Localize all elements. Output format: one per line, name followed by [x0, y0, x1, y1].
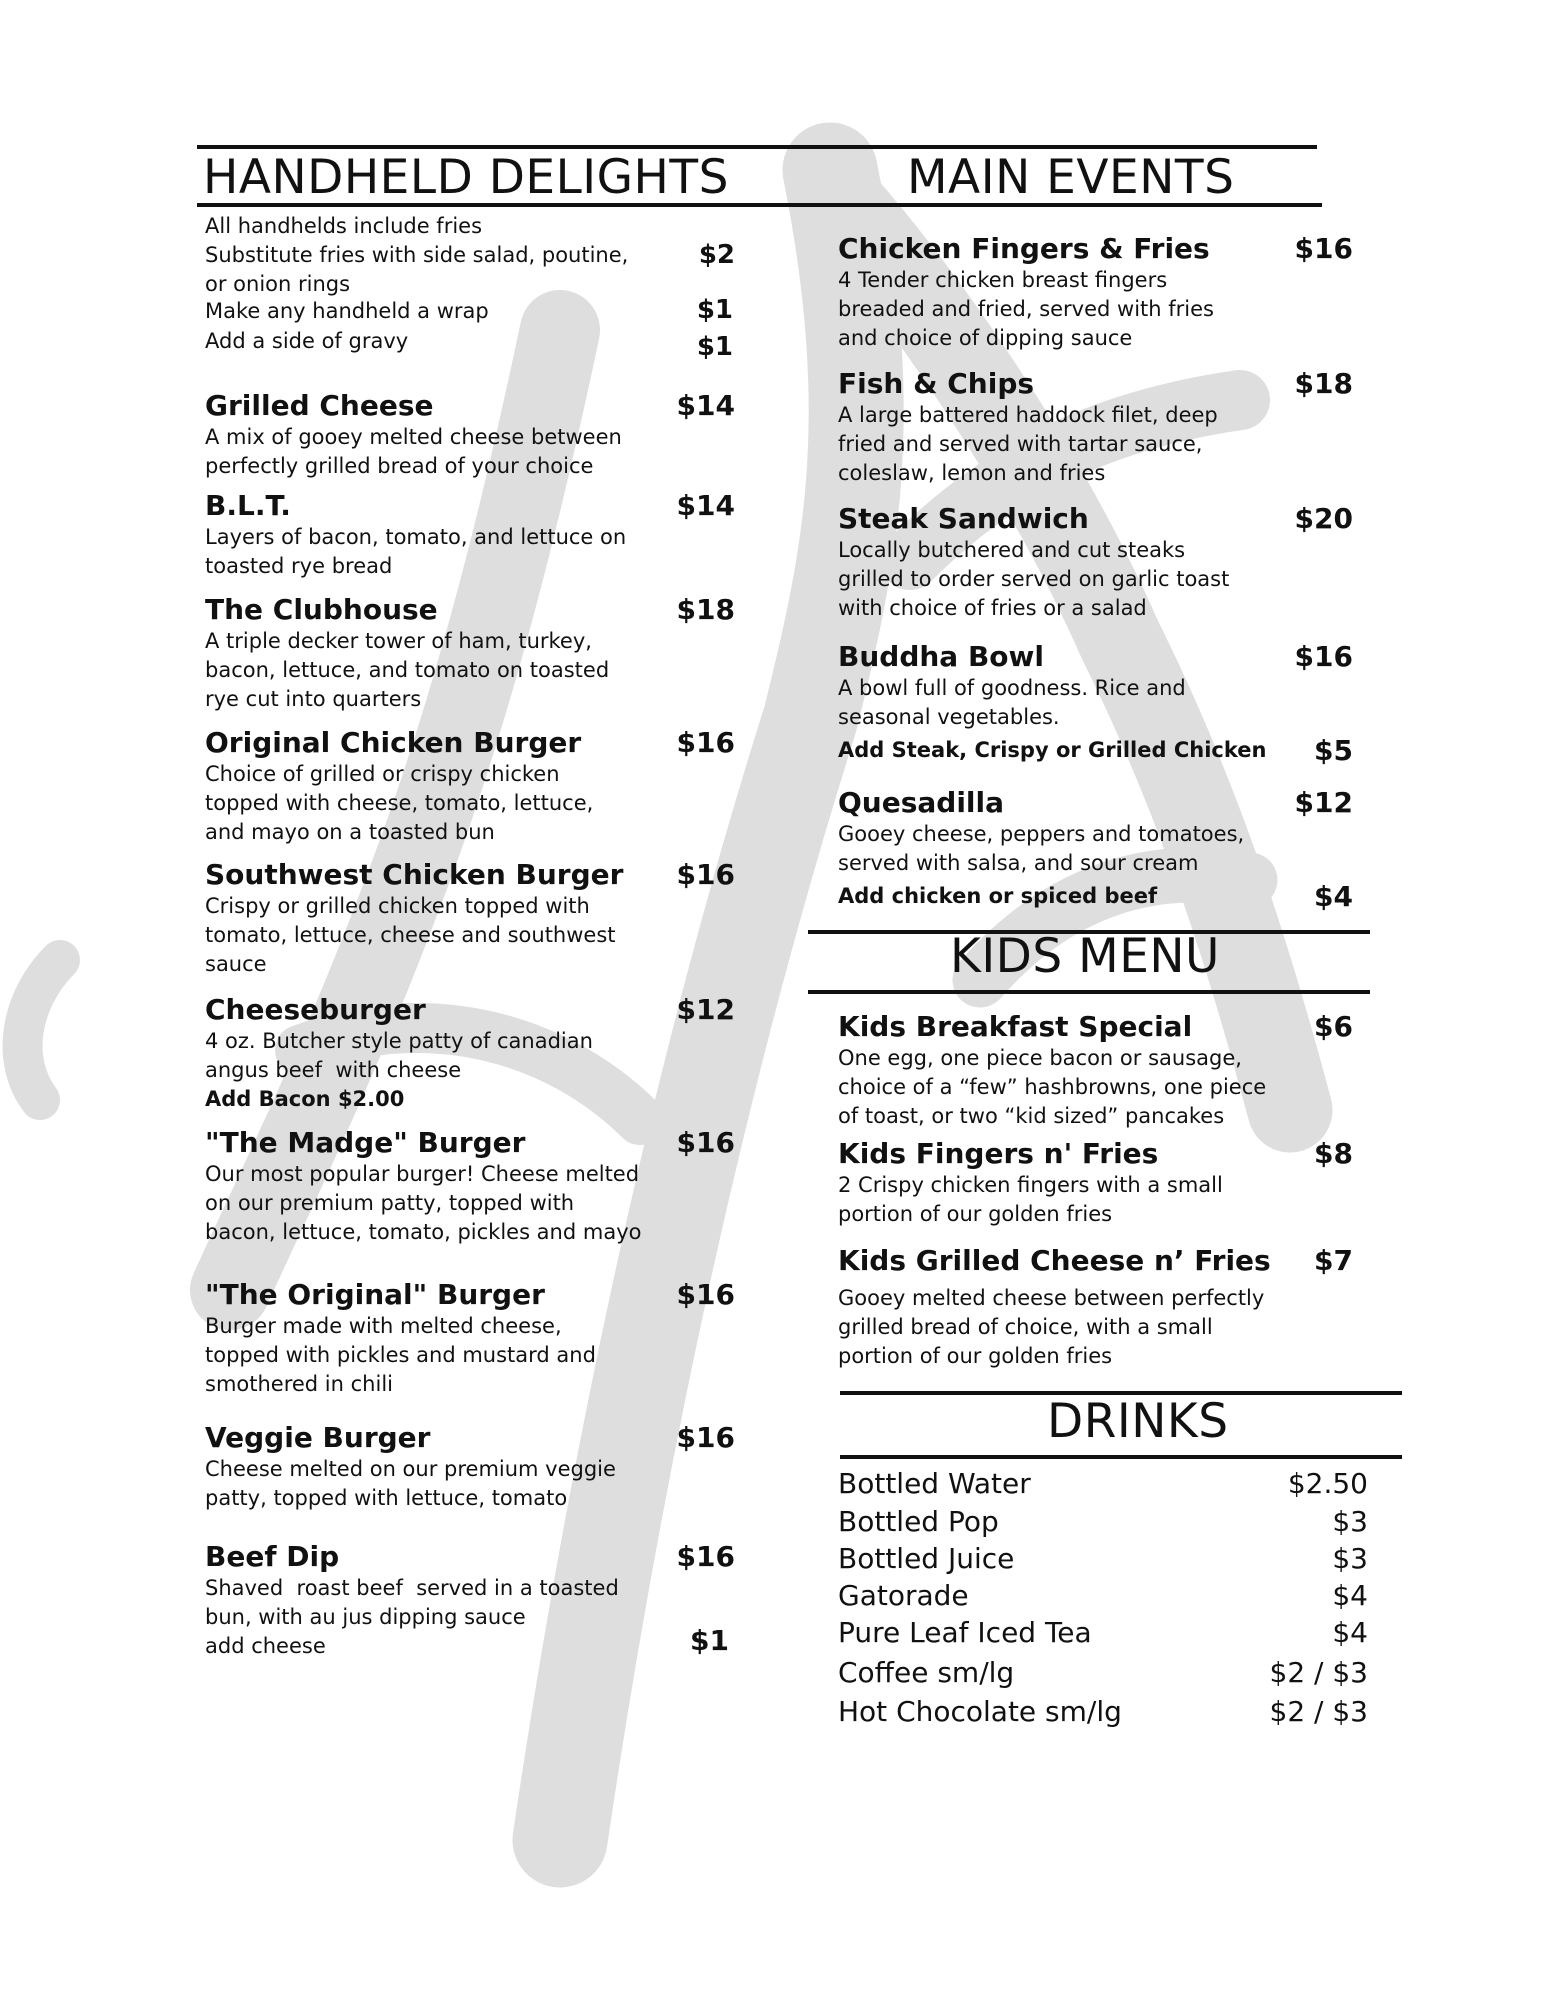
item-description: 4 Tender chicken breast fingers breaded and fried, served with fries and choice of dipping sauce: [838, 268, 1214, 350]
handheld-column: [205, 0, 740, 1700]
drink-name: Pure Leaf Iced Tea: [838, 1616, 1092, 1649]
menu-item-beef-dip: [205, 1540, 740, 1661]
item-price: $16: [1294, 232, 1353, 265]
item-price: $16: [1294, 640, 1353, 673]
menu-item-the-clubhouse: [205, 593, 740, 714]
item-price: $16: [676, 1278, 735, 1311]
item-price: $18: [1294, 367, 1353, 400]
item-price: $12: [1294, 786, 1353, 819]
item-description: Choice of grilled or crispy chicken topped with cheese, tomato, lettuce, and mayo on a toasted bun: [205, 762, 594, 844]
menu-item-the-original-burger: [205, 1278, 740, 1399]
item-description: Gooey melted cheese between perfectly grilled bread of choice, with a small portion of our golden fries: [838, 1286, 1265, 1368]
item-price: $18: [676, 593, 735, 626]
item-name: Quesadilla: [838, 786, 1005, 819]
note-price: $1: [696, 332, 733, 362]
handheld-note-substitute: [205, 241, 740, 299]
item-price: $16: [676, 858, 735, 891]
menu-item-the-madge-burger: [205, 1126, 740, 1247]
item-description: Gooey cheese, peppers and tomatoes, served with salsa, and sour cream: [838, 822, 1245, 875]
note-text: Substitute fries with side salad, poutine, or onion rings: [205, 243, 629, 296]
item-price: $14: [676, 489, 735, 522]
item-name: Kids Fingers n' Fries: [838, 1137, 1159, 1170]
item-price: $14: [676, 389, 735, 422]
item-description: One egg, one piece bacon or sausage, choice of a “few” hashbrowns, one piece of toast, or two “kid sized” pancakes: [838, 1046, 1267, 1128]
item-price: $16: [676, 1126, 735, 1159]
handheld-note-gravy: Add a side of gravy: [205, 329, 409, 353]
drink-name: Bottled Pop: [838, 1505, 999, 1538]
item-name: Beef Dip: [205, 1540, 340, 1573]
item-price: $16: [676, 726, 735, 759]
menu-item-original-chicken-burger: [205, 726, 740, 847]
drink-price: $4: [1332, 1579, 1368, 1612]
item-description: A mix of gooey melted cheese between perfectly grilled bread of your choice: [205, 425, 622, 478]
drink-name: Bottled Juice: [838, 1542, 1015, 1575]
drink-price: $3: [1332, 1505, 1368, 1538]
item-addon: Add Bacon $2.00: [205, 1087, 405, 1111]
item-description: A large battered haddock filet, deep fried and served with tartar sauce, coleslaw, lemon and fries: [838, 403, 1218, 485]
item-name: Veggie Burger: [205, 1421, 431, 1454]
item-name: Original Chicken Burger: [205, 726, 582, 759]
item-addon: Add Steak, Crispy or Grilled Chicken: [838, 738, 1267, 762]
item-name: Buddha Bowl: [838, 640, 1044, 673]
item-price: $6: [1314, 1010, 1353, 1043]
drink-price: $4: [1332, 1616, 1368, 1649]
item-addon-price: $5: [1314, 734, 1353, 767]
item-description: Cheese melted on our premium veggie patty, topped with lettuce, tomato: [205, 1457, 616, 1510]
item-price: $16: [676, 1540, 735, 1573]
menu-item-b-l-t: [205, 489, 740, 581]
item-extra: add cheese: [205, 1634, 326, 1658]
item-description: Our most popular burger! Cheese melted on our premium patty, topped with bacon, lettuce, tomato, pickles and mayo: [205, 1162, 642, 1244]
drink-row-pure-leaf-iced-tea: [838, 1615, 1368, 1651]
item-description: A triple decker tower of ham, turkey, bacon, lettuce, and tomato on toasted rye cut into quarters: [205, 629, 610, 711]
item-price: $20: [1294, 502, 1353, 535]
item-name: Fish & Chips: [838, 367, 1035, 400]
item-name: B.L.T.: [205, 489, 291, 522]
drink-price: $2 / $3: [1269, 1656, 1368, 1689]
drink-row-bottled-juice: [838, 1541, 1368, 1577]
menu-item-veggie-burger: [205, 1421, 740, 1513]
drink-name: Hot Chocolate sm/lg: [838, 1695, 1122, 1728]
drink-price: $2 / $3: [1269, 1695, 1368, 1728]
item-name: Steak Sandwich: [838, 502, 1089, 535]
item-price: $8: [1314, 1137, 1353, 1170]
drink-name: Coffee sm/lg: [838, 1656, 1015, 1689]
menu-item-grilled-cheese: [205, 389, 740, 481]
drink-price: $3: [1332, 1542, 1368, 1575]
note-price: $2: [698, 240, 735, 270]
item-addon-price: $4: [1314, 880, 1353, 913]
drink-name: Bottled Water: [838, 1467, 1031, 1500]
item-description: Burger made with melted cheese, topped with pickles and mustard and smothered in chili: [205, 1314, 596, 1396]
item-description: Shaved roast beef served in a toasted bun, with au jus dipping sauce: [205, 1576, 619, 1629]
drink-row-coffee-sm-lg: [838, 1655, 1368, 1691]
item-name: Chicken Fingers & Fries: [838, 232, 1210, 265]
item-description: 2 Crispy chicken fingers with a small portion of our golden fries: [838, 1173, 1223, 1226]
kids-menu-heading: KIDS MENU: [950, 929, 1220, 984]
note-price: $1: [696, 295, 733, 325]
drink-row-gatorade: [838, 1578, 1368, 1614]
drink-row-hot-chocolate-sm-lg: [838, 1694, 1368, 1730]
item-addon-row: [205, 1085, 740, 1114]
item-price: $12: [676, 993, 735, 1026]
item-name: Southwest Chicken Burger: [205, 858, 624, 891]
handheld-heading: HANDHELD DELIGHTS: [203, 150, 729, 205]
item-description: A bowl full of goodness. Rice and seasonal vegetables.: [838, 676, 1186, 729]
item-price: $16: [676, 1421, 735, 1454]
item-description: Layers of bacon, tomato, and lettuce on toasted rye bread: [205, 525, 627, 578]
item-name: "The Madge" Burger: [205, 1126, 526, 1159]
item-addon: Add chicken or spiced beef: [838, 884, 1158, 908]
item-name: Cheeseburger: [205, 993, 426, 1026]
main-events-heading: MAIN EVENTS: [907, 150, 1235, 205]
drink-name: Gatorade: [838, 1579, 969, 1612]
drink-price: $2.50: [1287, 1467, 1368, 1500]
item-description: Locally butchered and cut steaks grilled to order served on garlic toast with choice of fries or a salad: [838, 538, 1230, 620]
item-name: The Clubhouse: [205, 593, 438, 626]
item-extra-row: [205, 1624, 740, 1661]
item-name: Grilled Cheese: [205, 389, 434, 422]
drink-row-bottled-water: [838, 1466, 1368, 1502]
item-name: Kids Breakfast Special: [838, 1010, 1193, 1043]
item-name: Kids Grilled Cheese n’ Fries: [838, 1244, 1271, 1277]
drinks-column: [838, 0, 1368, 1760]
item-price: $7: [1314, 1244, 1353, 1277]
menu-item-southwest-chicken-burger: [205, 858, 740, 979]
drinks-heading: DRINKS: [1047, 1394, 1229, 1449]
handheld-note-wrap: Make any handheld a wrap: [205, 299, 489, 323]
handheld-note: All handhelds include fries: [205, 214, 483, 238]
item-extra-price: $1: [690, 1624, 729, 1657]
item-description: Crispy or grilled chicken topped with tomato, lettuce, cheese and southwest sauce: [205, 894, 616, 976]
menu-item-cheeseburger: [205, 993, 740, 1114]
drink-row-bottled-pop: [838, 1504, 1368, 1540]
item-name: "The Original" Burger: [205, 1278, 545, 1311]
item-description: 4 oz. Butcher style patty of canadian angus beef with cheese: [205, 1029, 593, 1082]
